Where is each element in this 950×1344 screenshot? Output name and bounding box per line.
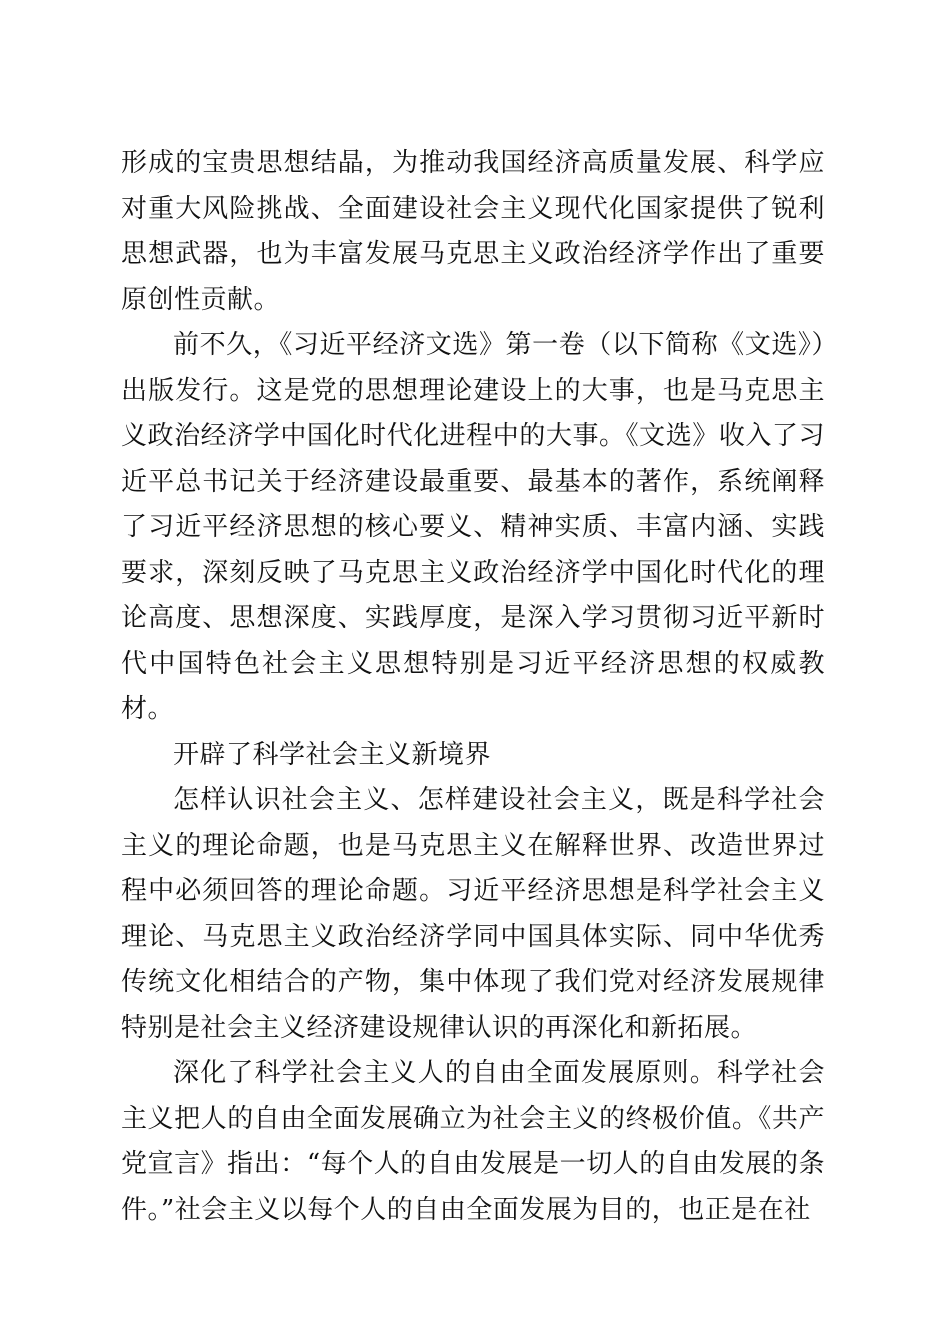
paragraph-socialism-theory: 怎样认识社会主义、怎样建设社会主义，既是科学社会主义的理论命题，也是马克思主义在解释世界、改造世界过程中必须回答的理论命题。习近平经济思想是科学社会主义理论、马克思主义政治经济学同中国具体实际、同中华优秀传统文化相结合的产物，集中体现了我们党对经济发展规律特别是社会主义经济建设规律认识的再深化和新拓展。 xyxy=(121,785,825,1043)
document-body xyxy=(121,141,825,1233)
section-heading: 开辟了科学社会主义新境界 xyxy=(173,739,492,770)
paragraph-free-development: 深化了科学社会主义人的自由全面发展原则。科学社会主义把人的自由全面发展确立为社会主义的终极价值。《共产党宣言》指出：“每个人的自由发展是一切人的自由发展的条件。”社会主义以每个人的自由全面发展为目的，也正是在社 xyxy=(121,1058,825,1225)
paragraph-wenxuan-publication: 前不久，《习近平经济文选》第一卷（以下简称《文选》）出版发行。这是党的思想理论建设上的大事，也是马克思主义政治经济学中国化时代化进程中的大事。《文选》收入了习近平总书记关于经济建设最重要、最基本的著作，系统阐释了习近平经济思想的核心要义、精神实质、丰富内涵、实践要求，深刻反映了马克思主义政治经济学中国化时代化的理论高度、思想深度、实践厚度，是深入学习贯彻习近平新时代中国特色社会主义思想特别是习近平经济思想的权威教材。 xyxy=(121,330,825,724)
paragraph-continuation: 形成的宝贵思想结晶，为推动我国经济高质量发展、科学应对重大风险挑战、全面建设社会主义现代化国家提供了锐利思想武器，也为丰富发展马克思主义政治经济学作出了重要原创性贡献。 xyxy=(121,148,825,315)
